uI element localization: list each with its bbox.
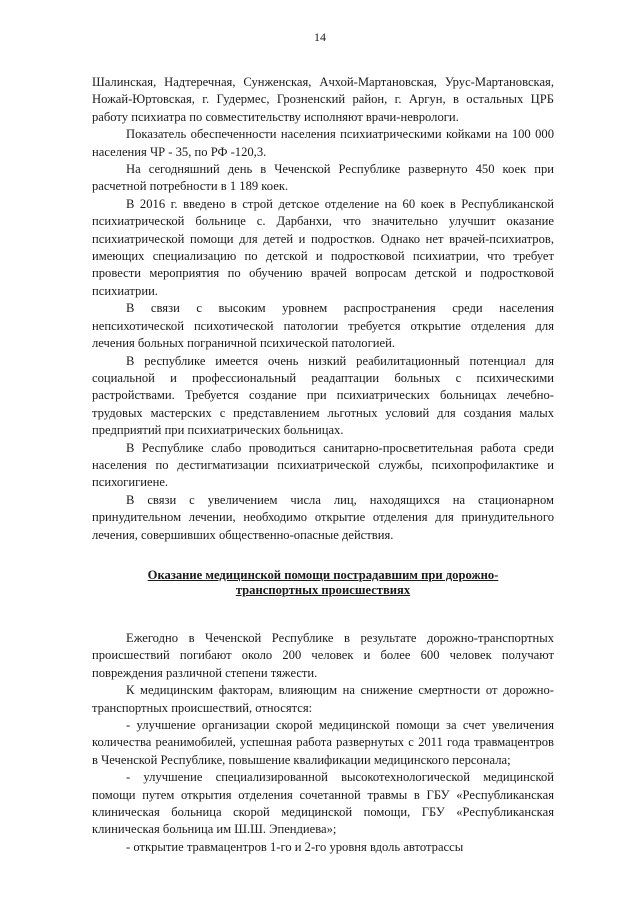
- paragraph: Ежегодно в Чеченской Республике в результате дорожно-транспортных происшествий погибают около 200 человек и более 600 человек получают повреждения различной степени тяжести.: [92, 630, 554, 680]
- paragraph: В связи с увеличением числа лиц, находящихся на стационарном принудительном лечении, необходимо открытие отделения для принудительного лечения, совершивших общественно-опасные действия.: [92, 492, 554, 542]
- list-item: - улучшение организации скорой медицинской помощи за счет увеличения количества реанимобилей, успешная работа развернутых с 2011 года травмацентров в Чеченской Республике, повышение квалификации медицинского персонала;: [92, 718, 554, 767]
- list-item: - улучшение специализированной высокотехнологической медицинской помощи путем открытия отделения сочетанной травмы в ГБУ «Республиканская клиническая больница скорой медицинской помощи, ГБУ «Республиканская клиническая больница им Ш.Ш. Эпендиева»;: [92, 770, 554, 837]
- paragraph: К медицинским факторам, влияющим на снижение смертности от дорожно-транспортных происшествий, относятся:: [92, 683, 554, 715]
- paragraph: Показатель обеспеченности населения психиатрическими койками на 100 000 населения ЧР - 35, по РФ -120,3.: [92, 127, 554, 159]
- paragraph: В республике имеется очень низкий реабилитационный потенциал для социальной и профессиональный реадаптации больных с психическими растройствами. Требуется создание при психиатрических больницах лечебно-трудовых мастерских с представлением льготных условий для создания малых предприятий при психиатрических больницах.: [92, 353, 554, 438]
- list-item: - открытие травмацентров 1-го и 2-го уровня вдоль автотрассы: [126, 839, 464, 854]
- paragraph: В связи с высоким уровнем распространения среди населения непсихотической психотической патологии требуется открытие отделения для лечения больных пограничной психической патологией.: [92, 301, 554, 351]
- document-body: [92, 74, 554, 856]
- paragraph: Шалинская, Надтеречная, Сунженская, Ачхой-Мартановская, Урус-Мартановская, Ножай-Юртовская, г. Гудермес, Грозненский район, г. Аргун, в остальных ЦРБ работу психиатра по совместительству исполняют врачи-неврологи.: [92, 75, 554, 124]
- page-number: 14: [314, 30, 326, 44]
- section-heading-line: Оказание медицинской помощи пострадавшим при дорожно-: [147, 567, 499, 582]
- paragraph: В 2016 г. введено в строй детское отделение на 60 коек в Республиканской психиатрической больнице с. Дарбанхи, что значительно улучшит оказание психиатрической помощи для детей и подростков. Однако нет врачей-психиатров, имеющих специализацию по детской и подростковой психиатрии, что требует провести мероприятия по обучению врачей вопросам детской и подростковой психиатрии.: [92, 196, 554, 298]
- section-heading: [92, 568, 554, 598]
- paragraph: На сегодняшний день в Чеченской Республике развернуто 450 коек при расчетной потребности в 1 189 коек.: [92, 162, 554, 194]
- paragraph: В Республике слабо проводиться санитарно-просветительная работа среди населения по дестигматизации психиатрической службы, психопрофилактике и психогигиене.: [92, 440, 554, 490]
- section-heading-line: транспортных происшествиях: [235, 582, 411, 597]
